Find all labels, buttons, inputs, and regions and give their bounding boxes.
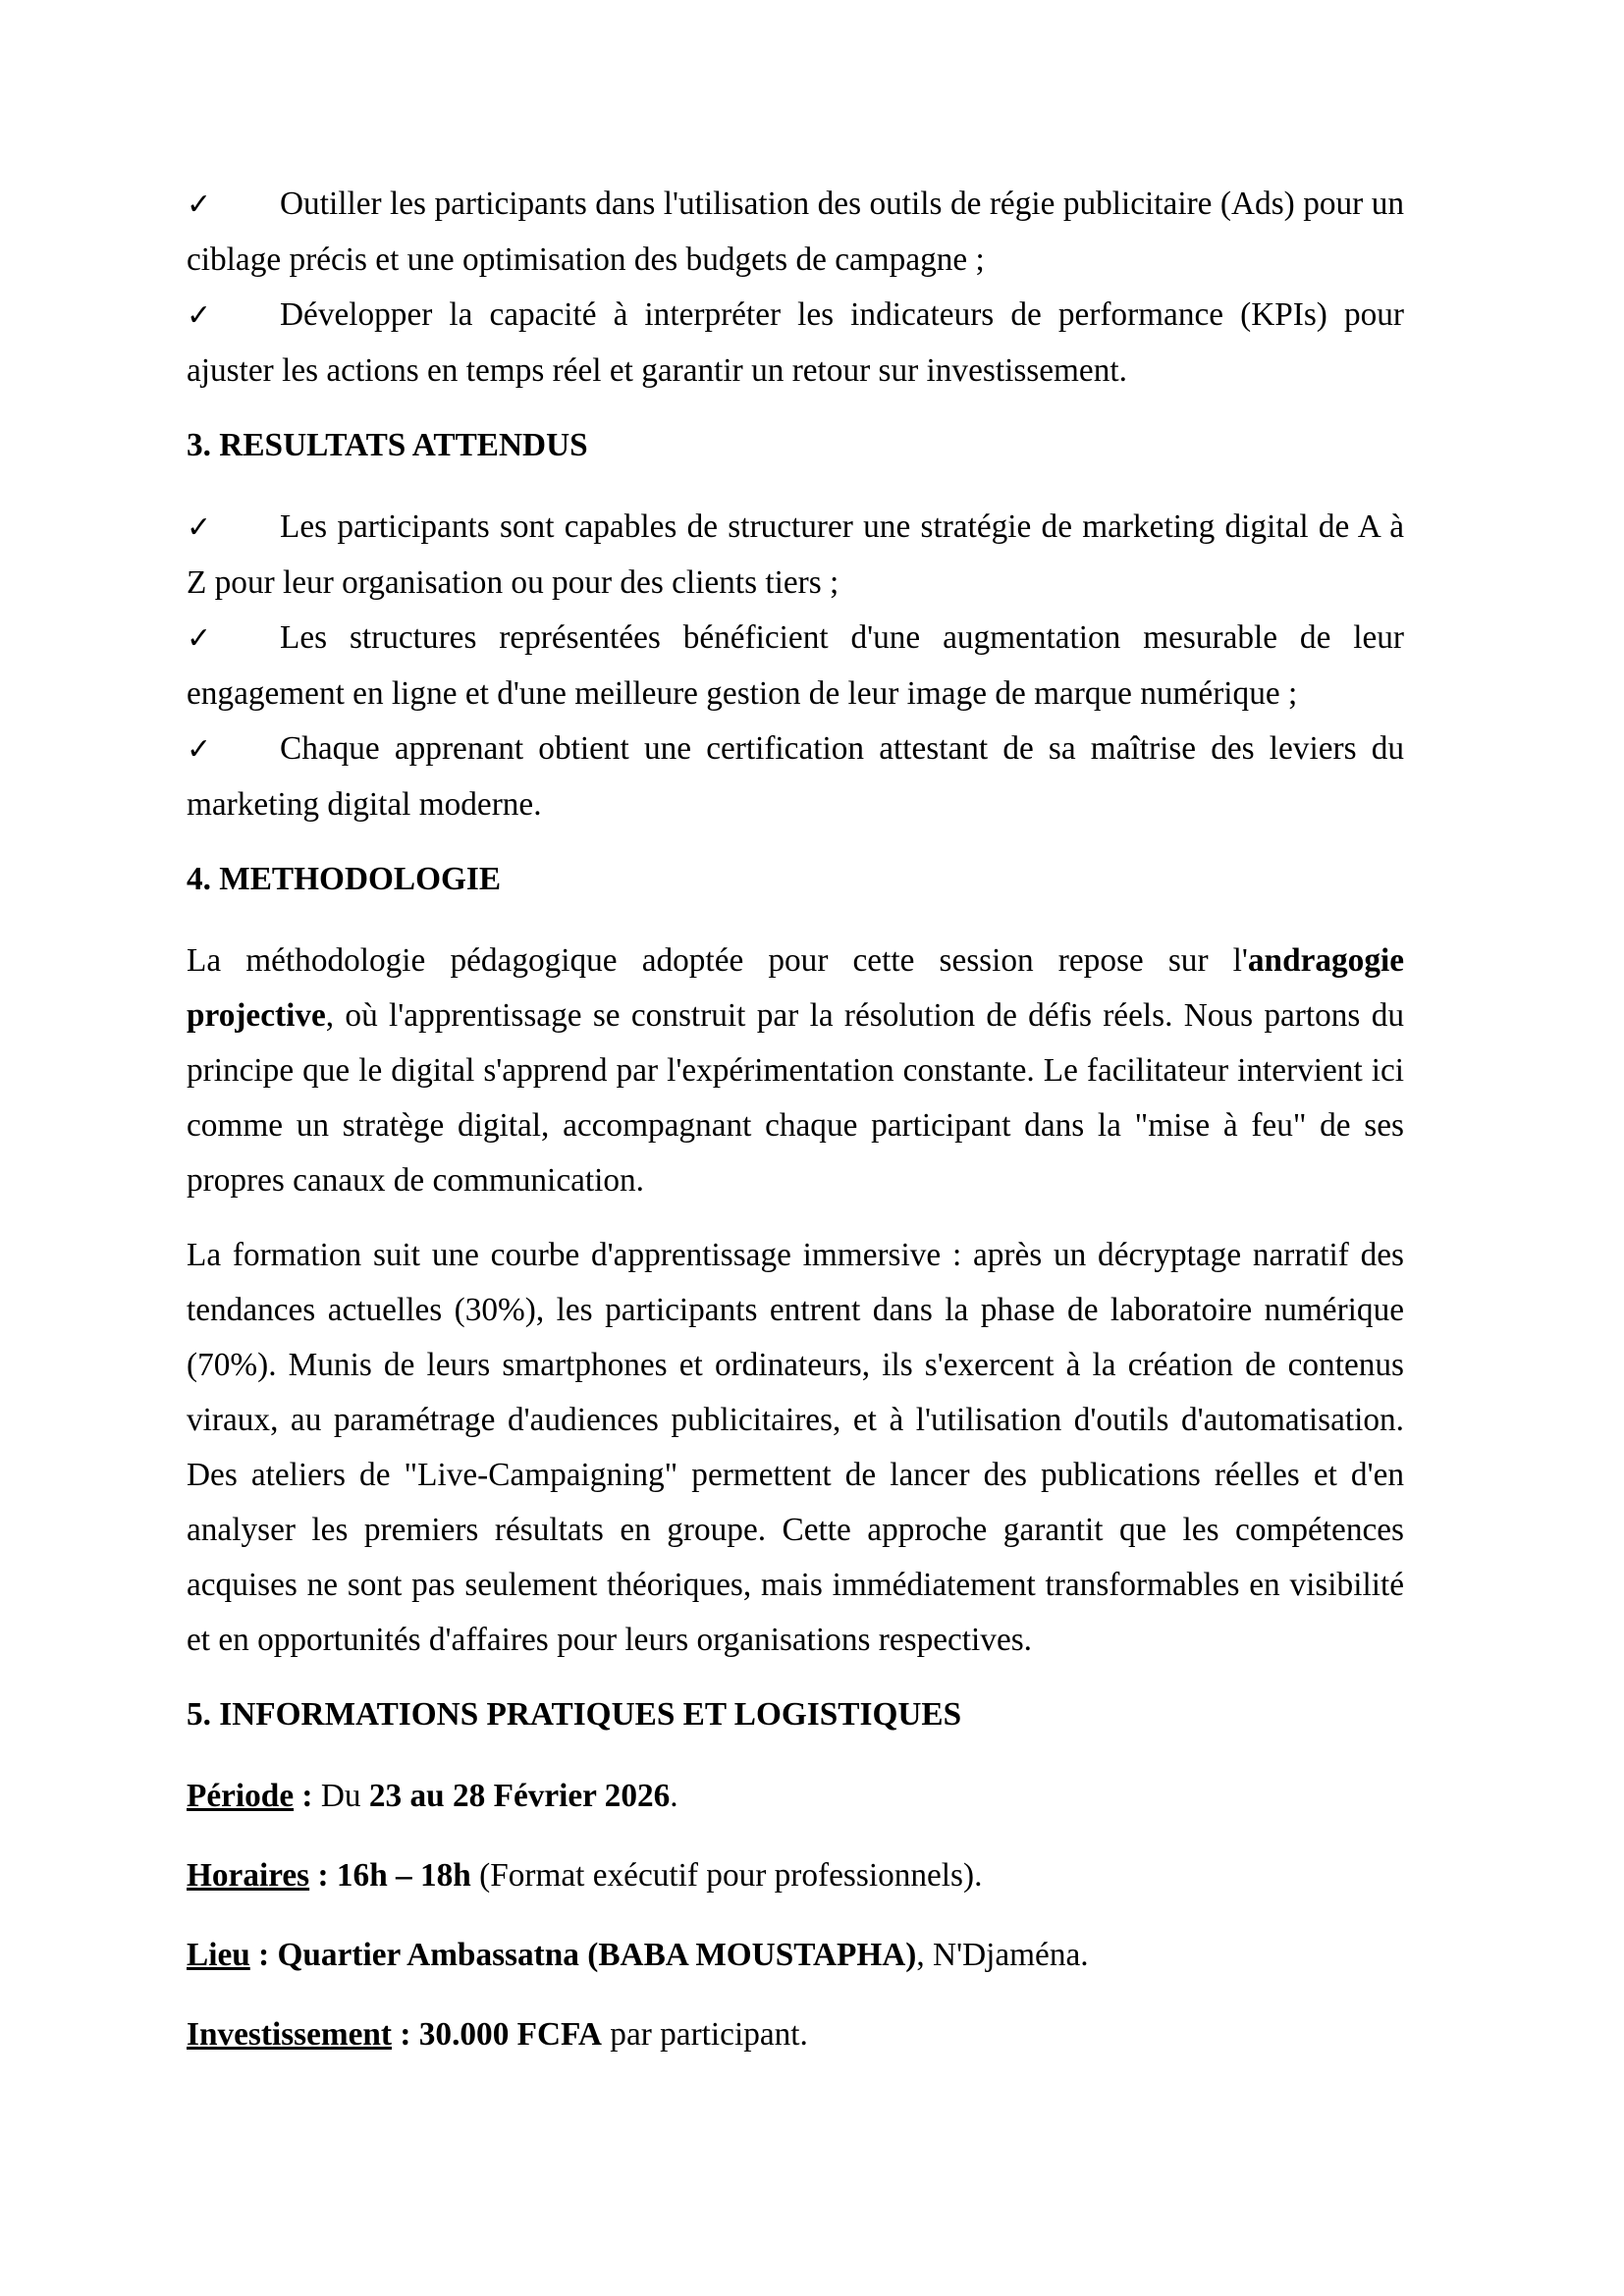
info-suffix-periode: . [670, 1778, 678, 1814]
objective-bullet-2-text: Développer la capacité à interpréter les indicateurs de performance (KPIs) pour ajuster les actions en temps réel et garantir un retour sur investissement. [187, 296, 1404, 389]
result-bullet-3-text: Chaque apprenant obtient une certification attestant de sa maîtrise des leviers du marketing digital moderne. [187, 730, 1404, 823]
methodology-bold-term: andragogie projective [187, 942, 1404, 1034]
result-bullet-1-text: Les participants sont capables de structurer une stratégie de marketing digital de A à Z pour leur organisation ou pour des clients tiers ; [187, 508, 1404, 601]
info-prefix-periode: Du [320, 1778, 369, 1814]
checkmark-icon: ✓ [187, 510, 212, 545]
section-heading-methodology: 4. METHODOLOGIE [187, 861, 502, 897]
result-bullet-2 [187, 611, 1404, 721]
checkmark-icon: ✓ [187, 621, 212, 656]
info-suffix-investissement: par participant. [601, 2016, 808, 2053]
info-value-investissement: 30.000 FCFA [418, 2016, 602, 2053]
objective-bullet-1-text: Outiller les participants dans l'utilisation des outils de régie publicitaire (Ads) pour un ciblage précis et une optimisation des budgets de campagne ; [187, 186, 1404, 278]
info-line-horaires [187, 1848, 1404, 1903]
result-bullet-3 [187, 721, 1404, 832]
section-heading-practical: 5. INFORMATIONS PRATIQUES ET LOGISTIQUES [187, 1696, 962, 1733]
methodology-paragraph-1-start: La méthodologie pédagogique adoptée pour cette session repose sur l' [187, 942, 1248, 979]
result-bullet-1 [187, 500, 1404, 611]
section-heading-results: 3. RESULTATS ATTENDUS [187, 427, 588, 463]
checkmark-icon: ✓ [187, 187, 212, 222]
methodology-paragraph-1-end: , où l'apprentissage se construit par la résolution de défis réels. Nous partons du principe que le digital s'apprend par l'expérimentation constante. Le facilitateur intervient ici comme un stratège digital, accompagnant chaque participant dans la "mise à feu" de ses propres canaux de communication. [187, 997, 1404, 1199]
info-line-investissement [187, 2007, 1404, 2062]
info-line-periode [187, 1769, 1404, 1824]
objective-bullet-1 [187, 177, 1404, 288]
info-value-horaires: 16h – 18h [336, 1857, 471, 1894]
info-label-periode: Période [187, 1778, 295, 1814]
objective-bullet-2 [187, 288, 1404, 399]
info-colon: : [249, 1937, 278, 1973]
info-suffix-lieu: , N'Djaména. [916, 1937, 1089, 1973]
info-label-horaires: Horaires [187, 1857, 310, 1894]
info-line-lieu [187, 1928, 1404, 1983]
info-colon: : [309, 1857, 337, 1894]
info-value-lieu: Quartier Ambassatna (BABA MOUSTAPHA) [277, 1937, 917, 1973]
result-bullet-2-text: Les structures représentées bénéficient d'une augmentation mesurable de leur engagement en ligne et d'une meilleure gestion de leur image de marque numérique ; [187, 619, 1404, 712]
info-value-periode: 23 au 28 Février 2026 [368, 1778, 671, 1814]
info-label-lieu: Lieu [187, 1937, 250, 1973]
info-colon: : [294, 1778, 321, 1814]
checkmark-icon: ✓ [187, 298, 212, 333]
info-suffix-horaires: (Format exécutif pour professionnels). [470, 1857, 983, 1894]
methodology-paragraph-2: La formation suit une courbe d'apprentissage immersive : après un décryptage narratif des tendances actuelles (30%), les participants entrent dans la phase de laboratoire numérique (70%). Munis de leurs smartphones et ordinateurs, ils s'exercent à la création de contenus viraux, au paramétrage d'audiences publicitaires, et à l'utilisation d'outils d'automatisation. Des ateliers de "Live-Campaigning" permettent de lancer des publications réelles et d'en analyser les premiers résultats en groupe. Cette approche garantit que les compétences acquises ne sont pas seulement théoriques, mais immédiatement transformables en visibilité et en opportunités d'affaires pour leurs organisations respectives. [187, 1237, 1404, 1658]
info-label-investissement: Investissement [187, 2016, 393, 2053]
checkmark-icon: ✓ [187, 732, 212, 767]
info-colon: : [392, 2016, 419, 2053]
methodology-paragraph-1 [187, 934, 1404, 1208]
